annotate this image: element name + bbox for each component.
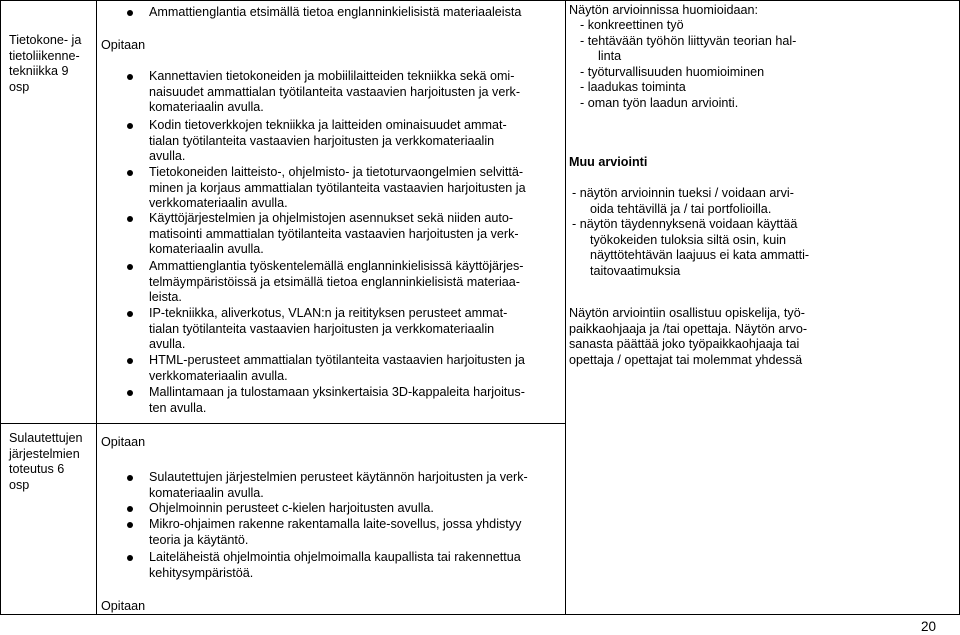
bullet-icon: [127, 522, 133, 528]
other-assessment-heading: Muu arviointi: [569, 155, 648, 169]
bullet-icon: [127, 311, 133, 317]
list-item: - laadukas toiminta: [580, 80, 686, 95]
list-item: Käyttöjärjestelmien ja ohjelmistojen asennukset sekä niiden auto- matisointi ammattialan työtilanteita vastaavien harjoitusten ja verk- komateriaalin avulla.: [127, 211, 519, 258]
list-item: HTML-perusteet ammattialan työtilanteita vastaavien harjoitusten ja verkkomateriaalin avulla.: [127, 353, 525, 384]
row-divider: [0, 423, 565, 424]
list-item: Laiteläheistä ohjelmointia ohjelmoimalla kaupallista tai rakennettua kehitysympäristöä.: [127, 550, 521, 581]
course-name-2: Sulautettujen järjestelmien toteutus 6 osp: [9, 431, 83, 492]
learning-label: Opitaan: [101, 38, 146, 52]
other-assessment-list: - näytön arvioinnin tueksi / voidaan arvi- oida tehtävillä ja / tai portfolioilla. - näytön täydennyksenä voidaan käyttää työkokeiden tuloksia siltä osin, kuin näyttötehtävän laajuus ei kata ammatti- taitovaatimuksia: [572, 186, 810, 278]
list-item: - konkreettinen työ: [580, 18, 684, 32]
bullet-icon: [127, 390, 133, 396]
list-item: - oman työn laadun arviointi.: [580, 95, 739, 110]
bullet-icon: [127, 264, 133, 270]
bullet-icon: [127, 358, 133, 364]
assessment-focus-list: - konkreettinen työ - tehtävään työhön liittyvän teorian hal- linta - työturvallisuuden huomioiminen - laadukas toiminta - oman työn laadun arviointi.: [580, 18, 797, 110]
list-item: Kodin tietoverkkojen tekniikka ja laitteiden ominaisuudet ammat- tialan työtilanteita vastaavien harjoitusten ja verkkomateriaalin avulla.: [127, 118, 507, 165]
list-item: - työturvallisuuden huomioiminen: [580, 64, 765, 79]
bullet-icon: [127, 506, 133, 512]
list-item: Kannettavien tietokoneiden ja mobiililaitteiden tekniikka sekä omi- naisuudet ammattialan työtilanteita vastaavien harjoitusten ja verk- komateriaalin avulla.: [127, 69, 520, 116]
list-item: Mallintamaan ja tulostamaan yksinkertaisia 3D-kappaleita harjoitus- ten avulla.: [127, 385, 525, 416]
list-item: - näytön täydennyksenä voidaan käyttää: [572, 217, 798, 232]
bullet-icon: [127, 74, 133, 80]
bullet-icon: [127, 123, 133, 129]
list-item: Ammattienglantia etsimällä tietoa englanninkielisistä materiaaleista: [127, 5, 521, 21]
learning-label: Opitaan: [101, 435, 146, 449]
bullet-icon: [127, 10, 133, 16]
bullet-icon: [127, 475, 133, 481]
list-item: Tietokoneiden laitteisto-, ohjelmisto- ja tietoturvaongelmien selvittä- minen ja korjaus ammattialan työtilanteita vastaavien harjoitusten ja verkkomateriaalin avulla.: [127, 165, 526, 212]
table-left-border: [0, 0, 1, 615]
list-item: Mikro-ohjaimen rakenne rakentamalla laite-sovellus, jossa yhdistyy teoria ja käytäntö.: [127, 517, 521, 548]
list-item: Ohjelmoinnin perusteet c-kielen harjoitusten avulla.: [127, 501, 434, 517]
list-item: - tehtävään työhön liittyvän teorian hal-: [580, 33, 797, 48]
assessment-intro: Näytön arvioinnissa huomioidaan:: [569, 3, 759, 17]
bullet-icon: [127, 216, 133, 222]
list-item: - näytön arvioinnin tueksi / voidaan arvi-: [572, 186, 794, 200]
column-divider-1: [96, 0, 97, 615]
list-item: IP-tekniikka, aliverkotus, VLAN:n ja reitityksen perusteet ammat- tialan työtilanteita vastaavien harjoitusten ja verkkomateriaalin avulla.: [127, 306, 507, 353]
list-item: Ammattienglantia työskentelemällä englanninkielisissä käyttöjärjes- telmäympäristöissä ja etsimällä tietoa englanninkielisistä materiaa- leista.: [127, 259, 524, 306]
bullet-icon: [127, 170, 133, 176]
assessment-participation: Näytön arviointiin osallistuu opiskelija, työ- paikkaohjaaja ja /tai opettaja. Näytön arvo- sanasta päättää joko työpaikkaohjaaja tai opettaja / opettajat tai molemmat yhdessä: [569, 306, 808, 367]
table-top-border: [0, 0, 960, 1]
course-name-1: Tietokone- ja tietoliikenne- tekniikka 9 osp: [9, 33, 82, 94]
learning-label: Opitaan: [101, 599, 146, 613]
bullet-icon: [127, 555, 133, 561]
page-number: 20: [921, 619, 937, 634]
list-item: Sulautettujen järjestelmien perusteet käytännön harjoitusten ja verk- komateriaalin avulla.: [127, 470, 528, 501]
column-divider-2: [565, 0, 566, 615]
